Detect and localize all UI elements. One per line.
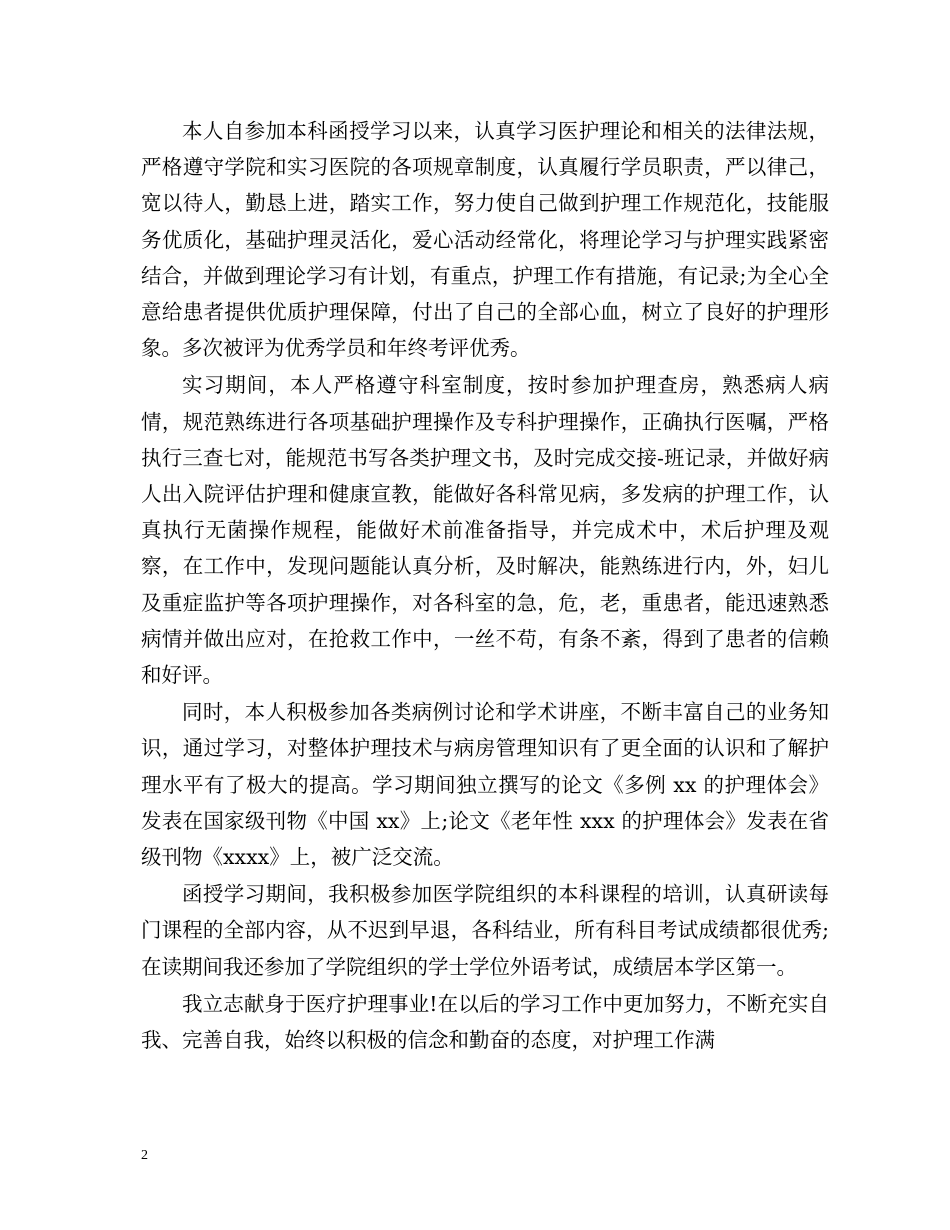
paragraph-5: 我立志献身于医疗护理事业!在以后的学习工作中更加努力，不断充实自我、完善自我，始终以积极的信念和勤奋的态度，对护理工作满: [141, 991, 829, 1053]
page-number: 2: [141, 1148, 148, 1163]
paragraph-3: 同时，本人积极参加各类病例讨论和学术讲座，不断丰富自己的业务知识，通过学习，对整体护理技术与病房管理知识有了更全面的认识和了解护理水平有了极大的提高。学习期间独立撰写的论文《多例 xx 的护理体会》发表在国家级刊物《中国 xx》上;论文《老年性 xxx 的护理体会》发表在省级刊物《xxxx》上，被广泛交流。: [141, 700, 829, 870]
paragraph-2: 实习期间，本人严格遵守科室制度，按时参加护理查房，熟悉病人病情，规范熟练进行各项基础护理操作及专科护理操作，正确执行医嘱，严格执行三查七对，能规范书写各类护理文书，及时完成交接-班记录，并做好病人出入院评估护理和健康宣教，能做好各科常见病，多发病的护理工作，认真执行无菌操作规程，能做好术前准备指导，并完成术中，术后护理及观察，在工作中，发现问题能认真分析，及时解决，能熟练进行内，外，妇儿及重症监护等各项护理操作，对各科室的急，危，老，重患者，能迅速熟悉病情并做出应对，在抢救工作中，一丝不苟，有条不紊，得到了患者的信赖和好评。: [141, 373, 829, 688]
document-body: [141, 113, 829, 1058]
paragraph-4: 函授学习期间，我积极参加医学院组织的本科课程的培训，认真研读每门课程的全部内容，从不迟到早退，各科结业，所有科目考试成绩都很优秀;在读期间我还参加了学院组织的学士学位外语考试，成绩居本学区第一。: [141, 882, 829, 979]
paragraph-1: 本人自参加本科函授学习以来，认真学习医护理论和相关的法律法规，严格遵守学院和实习医院的各项规章制度，认真履行学员职责，严以律己，宽以待人，勤恳上进，踏实工作，努力使自己做到护理工作规范化，技能服务优质化，基础护理灵活化，爱心活动经常化，将理论学习与护理实践紧密结合，并做到理论学习有计划，有重点，护理工作有措施，有记录;为全心全意给患者提供优质护理保障，付出了自己的全部心血，树立了良好的护理形象。多次被评为优秀学员和年终考评优秀。: [141, 119, 829, 361]
